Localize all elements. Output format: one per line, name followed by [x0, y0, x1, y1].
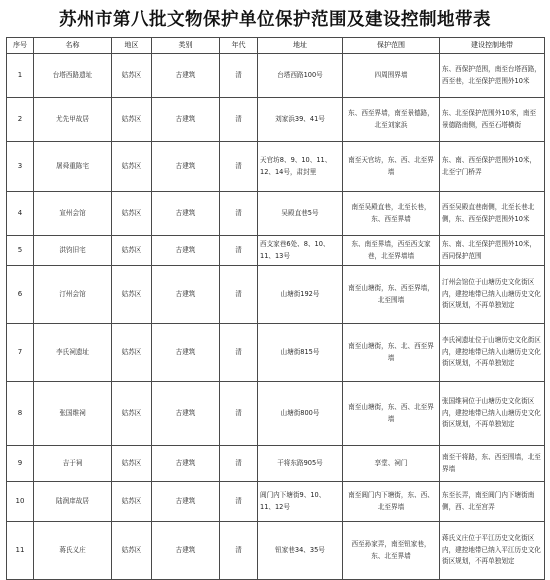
table-row	[7, 382, 545, 446]
table-row	[7, 98, 545, 142]
row-district: 姑苏区	[112, 192, 152, 236]
row-category: 古建筑	[152, 522, 220, 580]
table-row	[7, 522, 545, 580]
row-name: 陆润庠故居	[34, 482, 112, 522]
table-row	[7, 482, 545, 522]
row-index: 2	[7, 98, 34, 142]
row-control: 东、南、西至保护范围外10米，北至宁门桥弄	[440, 142, 545, 192]
row-era: 清	[220, 482, 258, 522]
row-index: 11	[7, 522, 34, 580]
row-category: 古建筑	[152, 482, 220, 522]
row-protection: 南至吴殿直巷，北至长巷，东、西至界墙	[343, 192, 440, 236]
row-name: 蒋氏义庄	[34, 522, 112, 580]
row-protection: 南至山塘街，东、西、北至界墙	[343, 382, 440, 446]
row-district: 姑苏区	[112, 266, 152, 324]
row-protection: 南至阊门内下塘街，东、西、北至界墙	[343, 482, 440, 522]
row-protection: 南至山塘街，东、北、西至界墙	[343, 324, 440, 382]
row-category: 古建筑	[152, 236, 220, 266]
row-district: 姑苏区	[112, 482, 152, 522]
row-era: 清	[220, 324, 258, 382]
column-header-district: 地区	[112, 38, 152, 54]
row-control: 张国维祠位于山塘历史文化街区内，建控地带已纳入山塘历史文化街区规划，不再单独划定	[440, 382, 545, 446]
row-district: 姑苏区	[112, 382, 152, 446]
row-control: 汀州会馆位于山塘历史文化街区内，建控地带已纳入山塘历史文化街区规划，不再单独划定	[440, 266, 545, 324]
row-control: 东、南、北至保护范围外10米，西同保护范围	[440, 236, 545, 266]
table-row	[7, 446, 545, 482]
row-name: 张国维祠	[34, 382, 112, 446]
column-header-era: 年代	[220, 38, 258, 54]
table-row	[7, 192, 545, 236]
page-title: 苏州市第八批文物保护单位保护范围及建设控制地带表	[59, 10, 491, 30]
row-address: 吴殿直巷5号	[258, 192, 343, 236]
row-name: 屠舜重陈宅	[34, 142, 112, 192]
row-address: 山塘街192号	[258, 266, 343, 324]
row-era: 清	[220, 236, 258, 266]
row-era: 清	[220, 54, 258, 98]
protection-table	[6, 37, 545, 580]
row-protection: 四周围界墙	[343, 54, 440, 98]
row-district: 姑苏区	[112, 446, 152, 482]
row-category: 古建筑	[152, 324, 220, 382]
row-district: 姑苏区	[112, 54, 152, 98]
table-row	[7, 142, 545, 192]
row-era: 清	[220, 142, 258, 192]
row-protection: 西至孙家弄，南至钮家巷，东、北至界墙	[343, 522, 440, 580]
row-name: 吉于祠	[34, 446, 112, 482]
row-district: 姑苏区	[112, 522, 152, 580]
row-index: 6	[7, 266, 34, 324]
row-category: 古建筑	[152, 142, 220, 192]
row-district: 姑苏区	[112, 142, 152, 192]
row-category: 古建筑	[152, 446, 220, 482]
row-name: 洪钧旧宅	[34, 236, 112, 266]
row-index: 7	[7, 324, 34, 382]
row-era: 清	[220, 98, 258, 142]
row-era: 清	[220, 446, 258, 482]
column-header-control: 建设控制地带	[440, 38, 545, 54]
row-control: 李氏祠遗址位于山塘历史文化街区内，建控地带已纳入山塘历史文化街区规划，不再单独划定	[440, 324, 545, 382]
table-row	[7, 54, 545, 98]
row-era: 清	[220, 522, 258, 580]
row-era: 清	[220, 382, 258, 446]
row-control: 东至长弄，南至阊门内下塘街南侧，西、北至宫弄	[440, 482, 545, 522]
row-index: 8	[7, 382, 34, 446]
row-protection: 东、南至界墙，西至西支家巷，北至界墙墙	[343, 236, 440, 266]
row-index: 9	[7, 446, 34, 482]
row-address: 干将东路905号	[258, 446, 343, 482]
row-control: 东、西保护范围，南至台塔西路，西至巷，北至保护范围外10米	[440, 54, 545, 98]
row-district: 姑苏区	[112, 236, 152, 266]
row-control: 东、北至保护范围外10米，南至景德路南侧，西至石塔横街	[440, 98, 545, 142]
row-protection: 南至山塘街，东、西至界墙，北至围墙	[343, 266, 440, 324]
row-index: 1	[7, 54, 34, 98]
row-control: 南至干将路，东、西至围墙，北至界墙	[440, 446, 545, 482]
row-era: 清	[220, 192, 258, 236]
row-name: 宣州会馆	[34, 192, 112, 236]
table-row	[7, 236, 545, 266]
table-header-row	[7, 38, 545, 54]
table-row	[7, 266, 545, 324]
row-index: 4	[7, 192, 34, 236]
row-address: 山塘街800号	[258, 382, 343, 446]
row-name: 汀州会馆	[34, 266, 112, 324]
row-address: 钮家巷34、35号	[258, 522, 343, 580]
row-control: 蒋氏义庄位于平江历史文化街区内，建控地带已纳入平江历史文化街区规划，不再单独划定	[440, 522, 545, 580]
column-header-name: 名称	[34, 38, 112, 54]
column-header-protection: 保护范围	[343, 38, 440, 54]
row-name: 台塔西路遗址	[34, 54, 112, 98]
column-header-category: 类别	[152, 38, 220, 54]
row-address: 西支家巷6处、8、10、11、13号	[258, 236, 343, 266]
row-name: 尤先甲故居	[34, 98, 112, 142]
row-index: 5	[7, 236, 34, 266]
row-address: 阊门内下塘街9、10、11、12号	[258, 482, 343, 522]
column-header-index: 序号	[7, 38, 34, 54]
row-address: 刘家浜39、41号	[258, 98, 343, 142]
row-category: 古建筑	[152, 192, 220, 236]
row-district: 姑苏区	[112, 98, 152, 142]
column-header-address: 地址	[258, 38, 343, 54]
row-address: 山塘街815号	[258, 324, 343, 382]
row-control: 西至吴殿直巷南侧，北至长巷北侧，东、西至保护范围外10米	[440, 192, 545, 236]
row-protection: 享堂、祠门	[343, 446, 440, 482]
row-category: 古建筑	[152, 266, 220, 324]
row-district: 姑苏区	[112, 324, 152, 382]
row-category: 古建筑	[152, 54, 220, 98]
row-index: 10	[7, 482, 34, 522]
row-category: 古建筑	[152, 382, 220, 446]
row-address: 天官坊8、9、10、11、12、14号，肃封里	[258, 142, 343, 192]
row-category: 古建筑	[152, 98, 220, 142]
row-index: 3	[7, 142, 34, 192]
row-name: 李氏祠遗址	[34, 324, 112, 382]
row-protection: 东、西至界墙，南至景德路，北至刘家浜	[343, 98, 440, 142]
row-address: 台塔西路100号	[258, 54, 343, 98]
table-row	[7, 324, 545, 382]
row-protection: 南至天官坊，东、西、北至界墙	[343, 142, 440, 192]
row-era: 清	[220, 266, 258, 324]
